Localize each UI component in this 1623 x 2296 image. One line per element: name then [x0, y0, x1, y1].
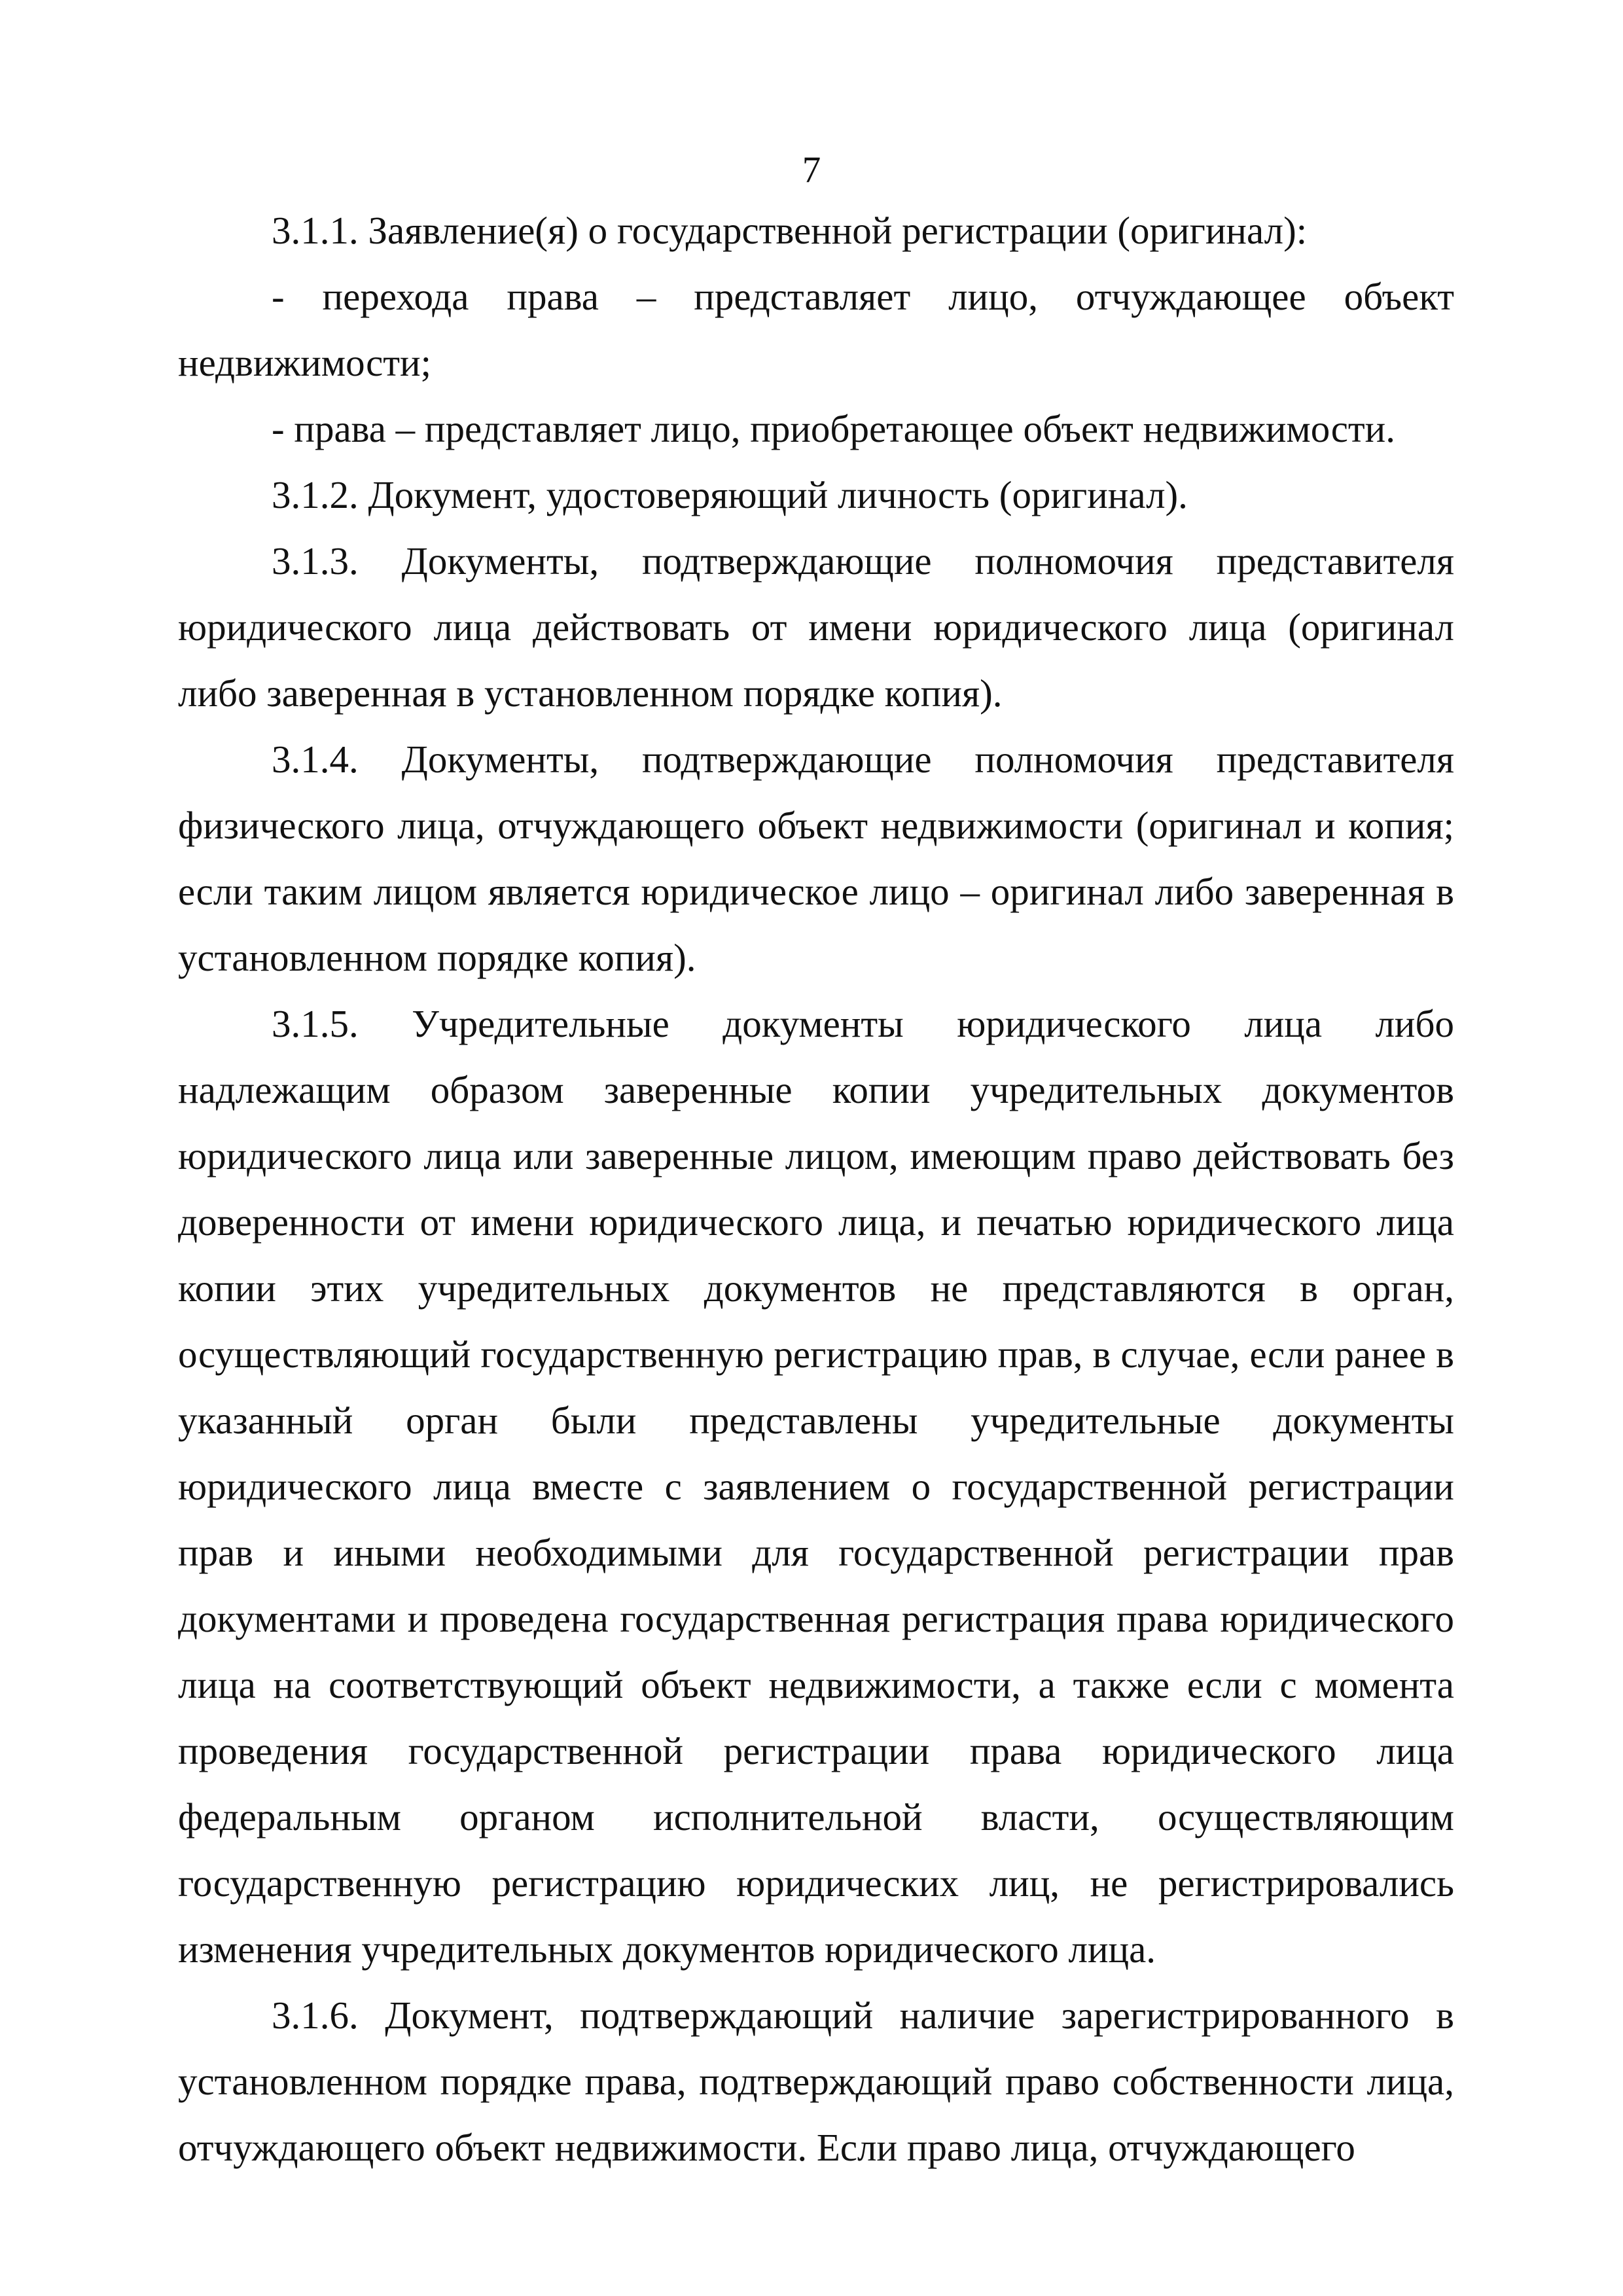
paragraph-right: - права – представляет лицо, приобретающее объект недвижимости. — [272, 407, 1395, 450]
paragraph-3-1-2: 3.1.2. Документ, удостоверяющий личность (оригинал). — [272, 473, 1188, 516]
paragraph-3-1-4: 3.1.4. Документы, подтверждающие полномочия представителя физического лица, отчуждающего объект недвижимости (оригинал и копия; если таким лицом является юридическое лицо – оригинал либо заверенная в установленном порядке копия). — [178, 738, 1454, 979]
page-number: 7 — [802, 149, 821, 190]
paragraph-3-1-3: 3.1.3. Документы, подтверждающие полномочия представителя юридического лица действовать от имени юридического лица (оригинал либо заверенная в установленном порядке копия). — [178, 539, 1454, 715]
paragraph-3-1-5: 3.1.5. Учредительные документы юридического лица либо надлежащим образом заверенные копии учредительных документов юридического лица или заверенные лицом, имеющим право действовать без доверенности от имени юридического лица, и печатью юридического лица копии этих учредительных документов не представляются в орган, осуществляющий государственную регистрацию прав, в случае, если ранее в указанный орган были представлены учредительные документы юридического лица вместе с заявлением о государственной регистрации прав и иными необходимыми для государственной регистрации прав документами и проведена государственная регистрация права юридического лица на соответствующий объект недвижимости, а также если с момента проведения государственной регистрации права юридического лица федеральным органом исполнительной власти, осуществляющим государственную регистрацию юридических лиц, не регистрировались изменения учредительных документов юридического лица. — [178, 1002, 1454, 1971]
paragraph-3-1-6: 3.1.6. Документ, подтверждающий наличие зарегистрированного в установленном порядке права, подтверждающий право собственности лица, отчуждающего объект недвижимости. Если право лица, отчуждающего — [178, 1994, 1454, 2169]
document-body — [178, 198, 1454, 2181]
paragraph-3-1-1: 3.1.1. Заявление(я) о государственной регистрации (оригинал): — [272, 209, 1308, 252]
paragraph-transfer-of-right: - перехода права – представляет лицо, отчуждающее объект недвижимости; — [178, 275, 1454, 384]
